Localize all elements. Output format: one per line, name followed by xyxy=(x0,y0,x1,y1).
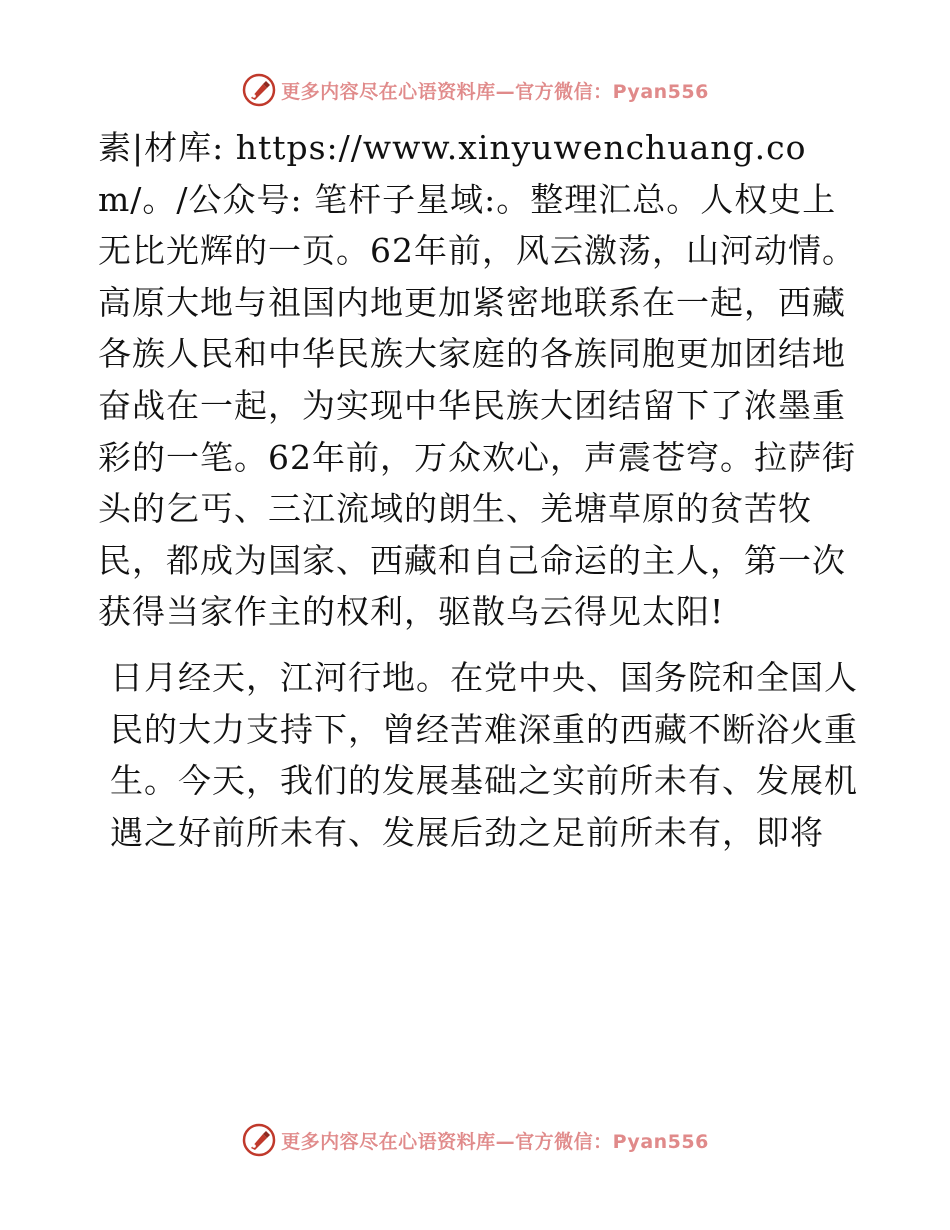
header-banner: 更多内容尽在心语资料库—官方微信：Pyan556 xyxy=(281,80,709,103)
pen-nib-seal-icon xyxy=(241,1122,277,1158)
page-header xyxy=(0,70,950,110)
paragraph: 日月经天，江河行地。在党中央、国务院和全国人民的大力支持下，曾经苦难深重的西藏不断浴火重生。今天，我们的发展基础之实前所未有、发展机遇之好前所未有、发展后劲之足前所未有，即将 xyxy=(110,657,858,852)
document-body xyxy=(98,122,858,858)
footer-banner: 更多内容尽在心语资料库—官方微信：Pyan556 xyxy=(281,1130,709,1153)
page-footer xyxy=(0,1120,950,1160)
pen-nib-seal-icon xyxy=(241,72,277,108)
paragraph: 素|材库: https://www.xinyuwenchuang.com/。/公众号: 笔杆子星域:。整理汇总。人权史上无比光辉的一页。62年前，风云激荡，山河动情。高原大地与祖国内地更加紧密地联系在一起，西藏各族人民和中华民族大家庭的各族同胞更加团结地奋战在一起，为实现中华民族大团结留下了浓墨重彩的一笔。62年前，万众欢心，声震苍穹。拉萨街头的乞丐、三江流域的朗生、羌塘草原的贫苦牧民，都成为国家、西藏和自己命运的主人，第一次获得当家作主的权利，驱散乌云得见太阳! xyxy=(98,128,856,632)
